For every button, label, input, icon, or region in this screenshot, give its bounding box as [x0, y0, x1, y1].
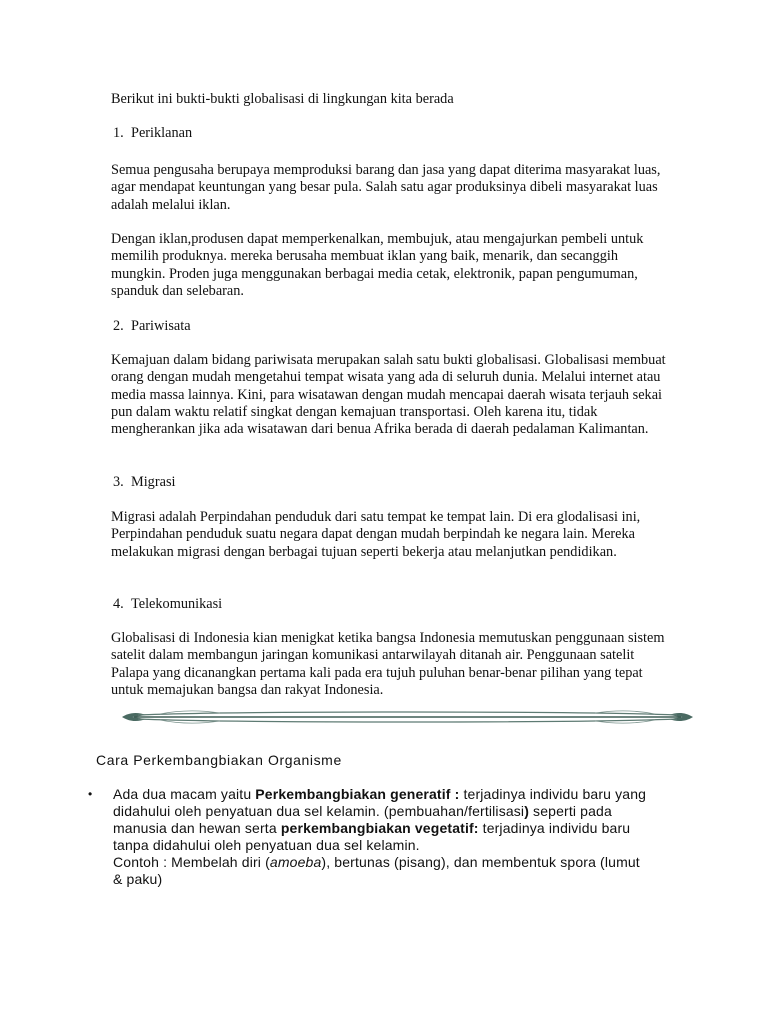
section-number: 2. [113, 318, 124, 334]
paren-close: ) [524, 803, 530, 819]
section-title: Pariwisata [131, 318, 191, 334]
section-heading-pariwisata [111, 318, 671, 335]
term-generatif: Perkembangbiakan generatif : [255, 786, 460, 802]
paragraph: Migrasi adalah Perpindahan penduduk dari satu tempat ke tempat lain. Di era glodalisasi ini, Perpindahan penduduk suatu negara dapat dengan mudah berpindah ke negara lain. Mereka melakukan migrasi dengan berbagai tujuan seperti bekerja atau melanjutkan pendidikan. [111, 509, 641, 560]
bullet-marker: • [88, 787, 93, 801]
paragraph: Globalisasi di Indonesia kian menigkat ketika bangsa Indonesia memutuskan penggunaan sistem satelit dalam membangun jaringan komunikasi antarwilayah ditanah air. Penggunaan satelit Palapa yang dicanangkan pertama kali pada era tujuh puluhan benar-benar pilihan yang tepat untuk memajukan bangsa dan rakyat Indonesia. [111, 630, 665, 698]
example-lead: Contoh : Membelah diri ( [113, 854, 270, 870]
section-title: Migrasi [131, 474, 176, 490]
section-number: 1. [113, 125, 124, 141]
section-heading-migrasi [111, 474, 671, 491]
lead-text: Ada dua macam yaitu [113, 786, 256, 802]
paragraph: Kemajuan dalam bidang pariwisata merupakan salah satu bukti globalisasi. Globalisasi membuat orang dengan mudah mengetahui tempat wisata yang ada di seluruh dunia. Melalui internet atau media massa lainnya. Kini, para wisatawan dengan mudah mencapai daerah wisata terjauh sekai pun dalam waktu relatif singkat dengan kemajuan transportasi. Oleh karena itu, tidak mengherankan jika ada wisatawan dari benua Afrika berada di daerah pedalaman Kalimantan. [111, 352, 666, 438]
text-vegetatif: terjadinya individu baru tanpa didahului oleh penyatuan dua sel kelamin. [113, 820, 631, 853]
paragraph: Semua pengusaha berupaya memproduksi barang dan jasa yang dapat diterima masyarakat luas, agar mendapat keuntungan yang besar pula. Salah satu agar produksinya dibeli masyarakat luas adalah melalui iklan. [111, 162, 661, 213]
section-heading-periklanan [111, 125, 671, 142]
text-generatif: terjadinya individu baru yang didahului oleh penyatuan dua sel kelamin. (pembuahan/fertilisasi [113, 786, 647, 819]
section-heading-telekomunikasi [111, 596, 671, 613]
section-number: 3. [113, 474, 124, 490]
text-seperti: seperti pada manusia dan hewan serta [113, 803, 612, 836]
section-title: Telekomunikasi [131, 596, 223, 612]
example-amoeba: amoeba [269, 854, 322, 870]
example-rest: ), bertunas (pisang), dan membentuk spora (lumut & paku) [113, 854, 640, 887]
section-number: 4. [113, 596, 124, 612]
section-title-cara-perkembangbiakan: Cara Perkembangbiakan Organisme [96, 752, 342, 768]
intro-text: Berikut ini bukti-bukti globalisasi di lingkungan kita berada [111, 91, 454, 107]
decorative-divider [120, 706, 695, 728]
bullet-text [113, 786, 653, 888]
section-title: Periklanan [131, 125, 193, 141]
term-vegetatif: perkembangbiakan vegetatif: [280, 820, 479, 836]
paragraph: Dengan iklan,produsen dapat memperkenalkan, membujuk, atau mengajurkan pembeli untuk memilih produknya. mereka berusaha membuat iklan yang baik, menarik, dan secanggih mungkin. Proden juga menggunakan berbagai media cetak, elektronik, papan pengumuman, spanduk dan selebaran. [111, 231, 644, 299]
